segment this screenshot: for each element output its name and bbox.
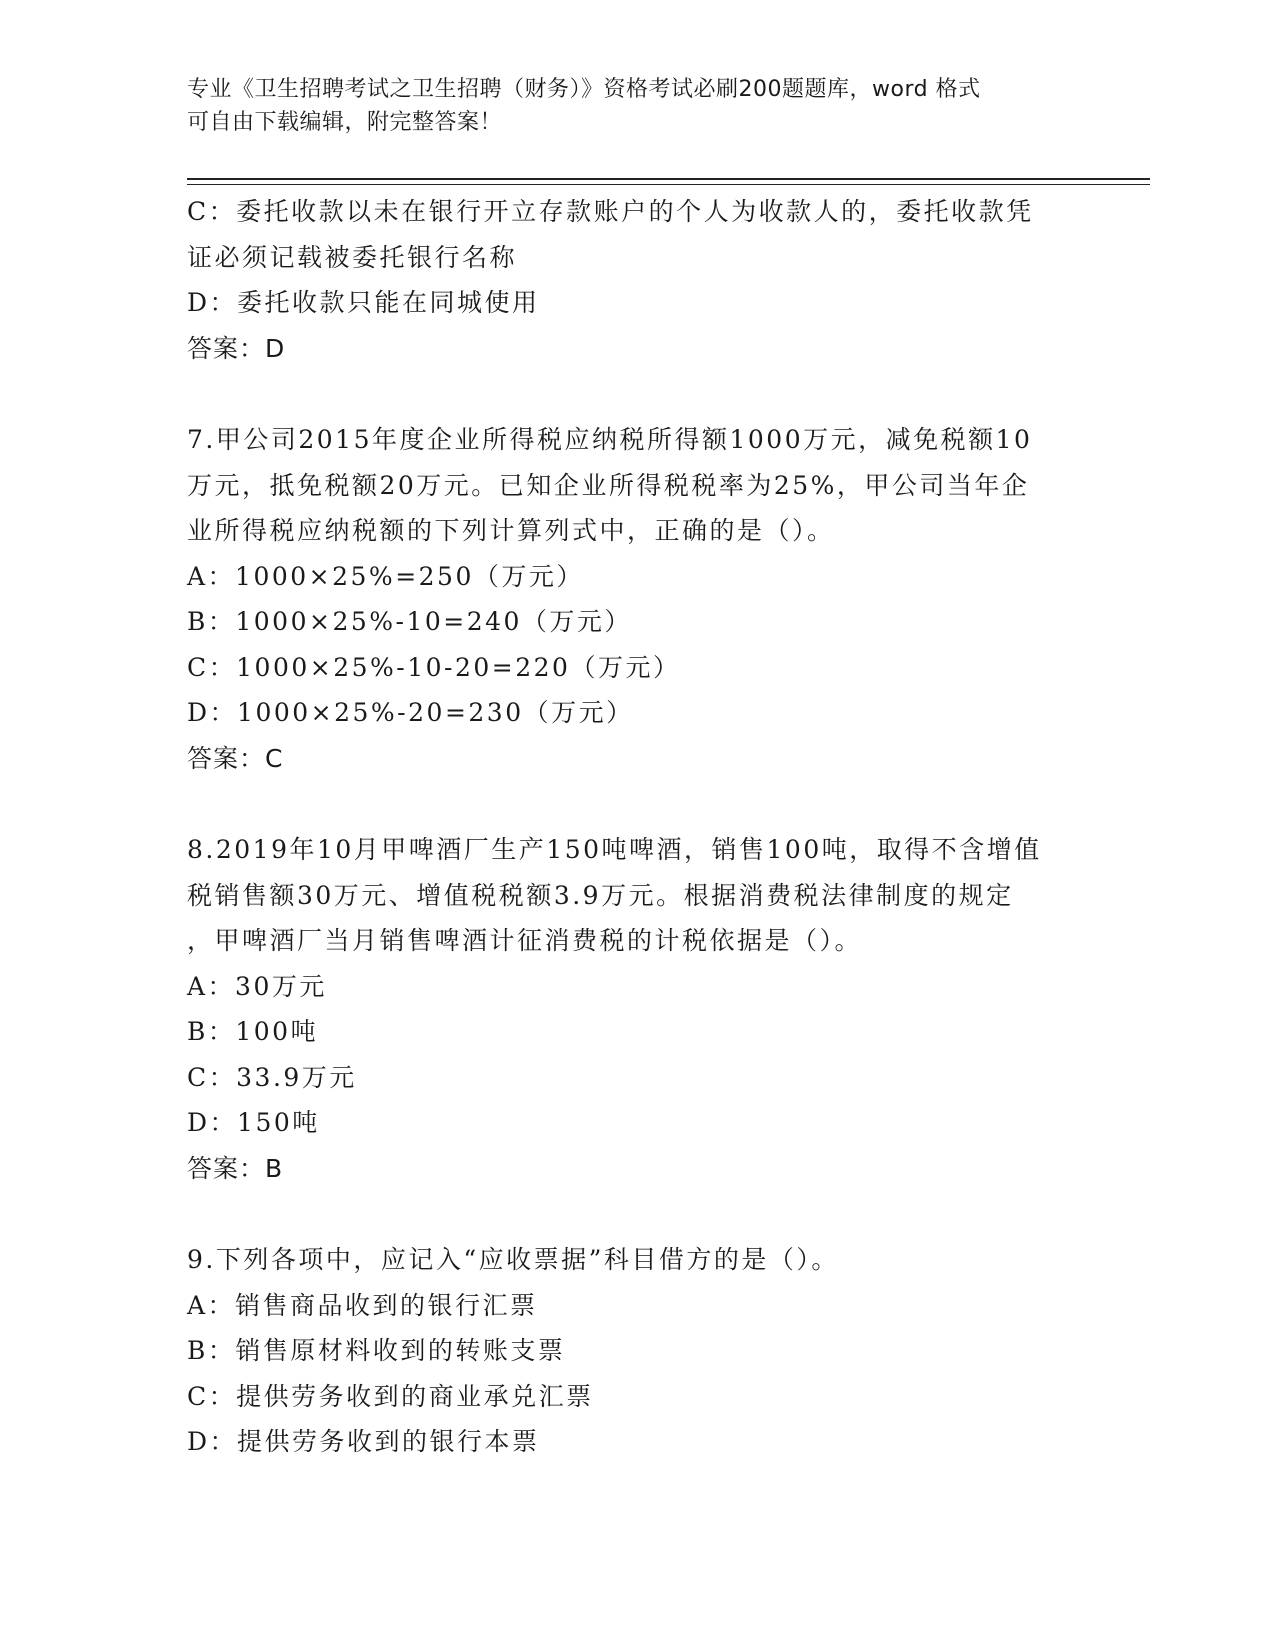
question-6-tail — [187, 189, 1087, 371]
answer: 答案：D — [187, 333, 286, 363]
spacer — [187, 781, 1087, 827]
question-7 — [187, 417, 1087, 781]
option-d: D：1000×25%-20=230（万元） — [187, 698, 634, 727]
option-b: B：100吨 — [187, 1017, 319, 1046]
question-stem-line: 7.甲公司2015年度企业所得税应纳税所得额1000万元，减免税额10 — [187, 425, 1033, 454]
option-c: C：33.9万元 — [187, 1062, 357, 1092]
option-a: A：1000×25%=250（万元） — [187, 561, 584, 591]
option-c: C：提供劳务收到的商业承兑汇票 — [187, 1381, 594, 1411]
spacer — [187, 371, 1087, 417]
option-c: C：1000×25%-10-20=220（万元） — [187, 652, 681, 682]
option-c-line-2: 证必须记载被委托银行名称 — [187, 242, 518, 272]
question-stem-line: 业所得税应纳税额的下列计算列式中，正确的是（）。 — [187, 516, 835, 545]
question-stem-line: 万元，抵免税额20万元。已知企业所得税税率为25%，甲公司当年企 — [187, 470, 1030, 500]
option-b: B：销售原材料收到的转账支票 — [187, 1336, 566, 1365]
question-stem-line: ，甲啤酒厂当月销售啤酒计征消费税的计税依据是（）。 — [187, 926, 863, 955]
header-line-1: 专业《卫生招聘考试之卫生招聘（财务）》资格考试必刷200题题库，word 格式 — [187, 77, 981, 102]
option-d: D：委托收款只能在同城使用 — [187, 288, 540, 317]
question-stem-line: 税销售额30万元、增值税税额3.9万元。根据消费税法律制度的规定 — [187, 880, 1014, 910]
question-8 — [187, 827, 1087, 1191]
answer: 答案：C — [187, 743, 284, 773]
header-line-2: 可自由下载编辑，附完整答案！ — [187, 110, 503, 135]
option-a: A：30万元 — [187, 971, 327, 1001]
question-stem-line: 9.下列各项中，应记入“应收票据”科目借方的是（）。 — [187, 1245, 839, 1274]
option-d: D：提供劳务收到的银行本票 — [187, 1427, 540, 1456]
question-stem-line: 8.2019年10月甲啤酒厂生产150吨啤酒，销售100吨，取得不含增值 — [187, 835, 1042, 864]
option-d: D：150吨 — [187, 1108, 320, 1137]
header-rule-thin — [187, 184, 1150, 185]
spacer — [187, 1191, 1087, 1237]
header-rule-thick — [187, 178, 1150, 180]
answer: 答案：B — [187, 1153, 284, 1183]
option-a: A：销售商品收到的银行汇票 — [187, 1290, 538, 1320]
option-b: B：1000×25%-10=240（万元） — [187, 607, 632, 636]
option-c-line-1: C：委托收款以未在银行开立存款账户的个人为收款人的，委托收款凭 — [187, 197, 1034, 226]
document-body — [187, 189, 1087, 1465]
question-9 — [187, 1237, 1087, 1465]
page-header — [187, 73, 1067, 139]
